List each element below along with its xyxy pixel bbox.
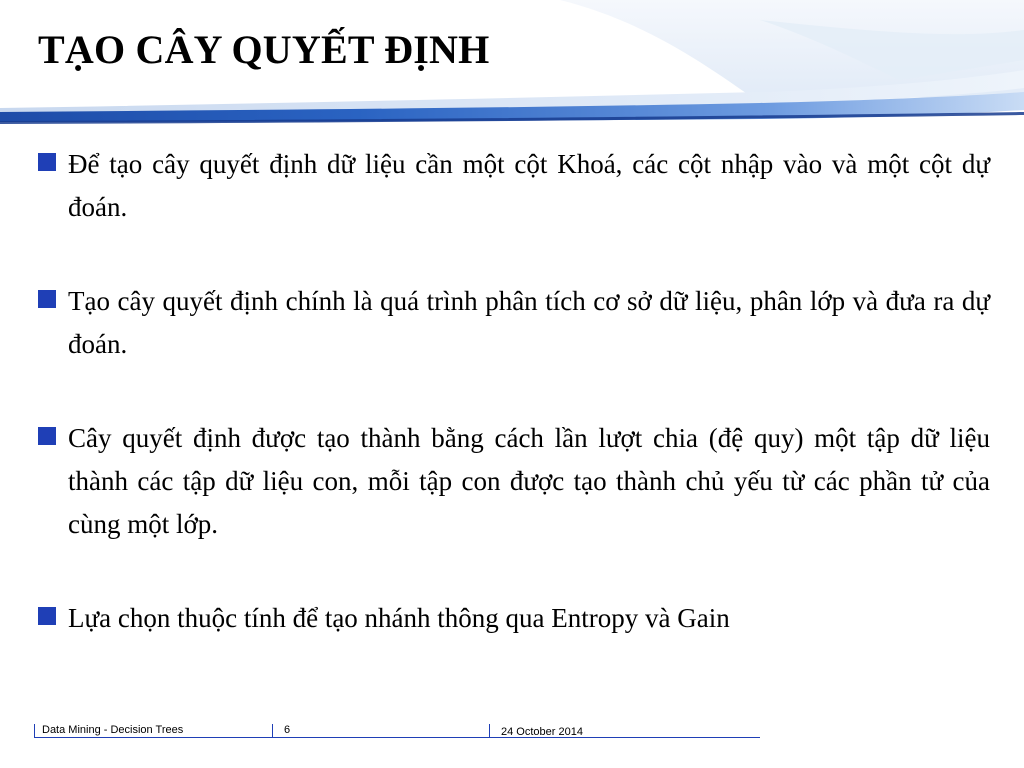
list-item	[38, 417, 990, 546]
footer-divider	[34, 737, 760, 738]
list-item	[38, 597, 990, 640]
list-item	[38, 280, 990, 366]
square-bullet-icon	[38, 607, 56, 625]
slide-footer	[0, 718, 1024, 748]
bullet-text: Cây quyết định được tạo thành bằng cách lần lượt chia (đệ quy) một tập dữ liệu thành các tập dữ liệu con, mỗi tập con được tạo thành chủ yếu từ các phần tử của cùng một lớp.	[68, 423, 990, 539]
bullet-text: Tạo cây quyết định chính là quá trình phân tích cơ sở dữ liệu, phân lớp và đưa ra dự đoán.	[68, 286, 990, 359]
footer-separator	[272, 724, 273, 738]
bullet-text: Để tạo cây quyết định dữ liệu cần một cột Khoá, các cột nhập vào và một cột dự đoán.	[68, 149, 990, 222]
square-bullet-icon	[38, 427, 56, 445]
footer-page-number: 6	[284, 724, 291, 736]
footer-separator	[489, 724, 490, 738]
footer-separator	[34, 724, 35, 738]
bullet-text: Lựa chọn thuộc tính để tạo nhánh thông qua Entropy và Gain	[68, 603, 730, 633]
list-item	[38, 143, 990, 229]
square-bullet-icon	[38, 153, 56, 171]
bullet-list	[38, 143, 990, 640]
slide-title: TẠO CÂY QUYẾT ĐỊNH	[38, 27, 490, 72]
footer-date: 24 October 2014	[501, 726, 583, 738]
square-bullet-icon	[38, 290, 56, 308]
footer-course-title: Data Mining - Decision Trees	[42, 724, 184, 736]
